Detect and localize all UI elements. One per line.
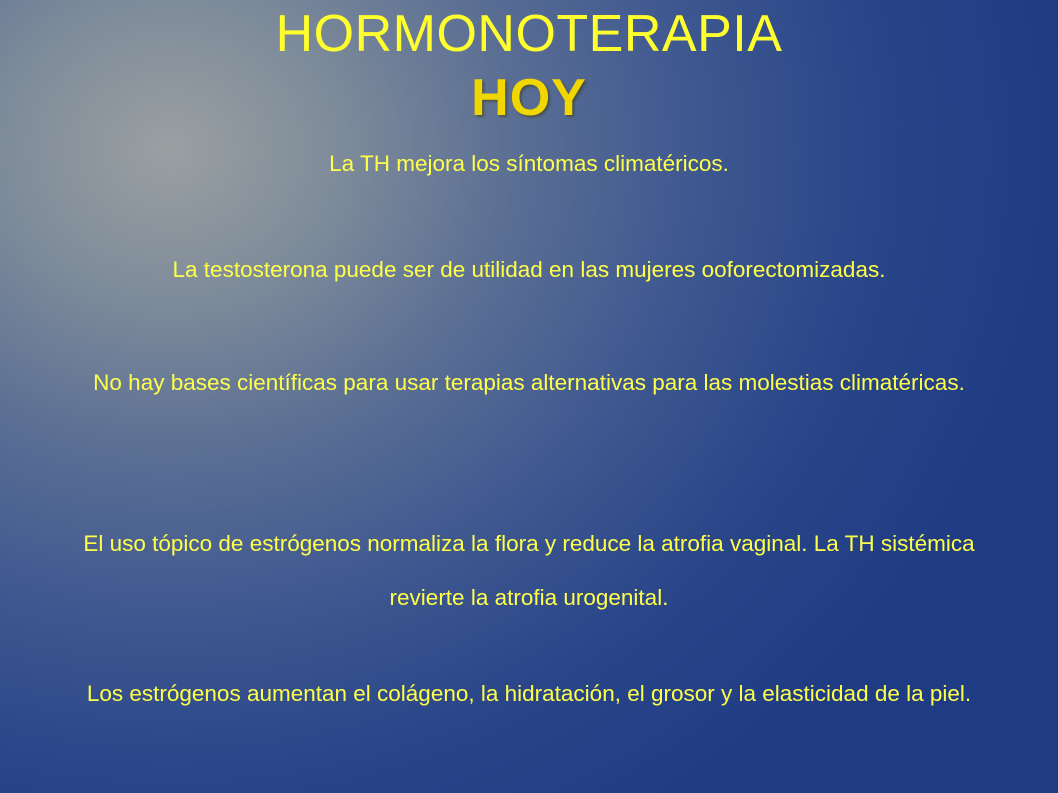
slide-subtitle: HOY: [471, 69, 587, 127]
paragraph-topical-estrogens: El uso tópico de estrógenos normaliza la flora y reduce la atrofia vaginal. La TH sistémica revierte la atrofia urogenital.: [83, 531, 975, 610]
paragraph-alternative-therapies: No hay bases científicas para usar terapias alternativas para las molestias climatéricas.: [93, 370, 965, 395]
paragraph-skin-collagen: Los estrógenos aumentan el colágeno, la hidratación, el grosor y la elasticidad de la piel.: [86, 681, 972, 706]
paragraph-th-symptoms: La TH mejora los síntomas climatéricos.: [329, 151, 729, 176]
paragraph-testosterone: La testosterona puede ser de utilidad en las mujeres ooforectomizadas.: [172, 257, 886, 282]
slide-title: HORMONOTERAPIA: [275, 5, 783, 63]
